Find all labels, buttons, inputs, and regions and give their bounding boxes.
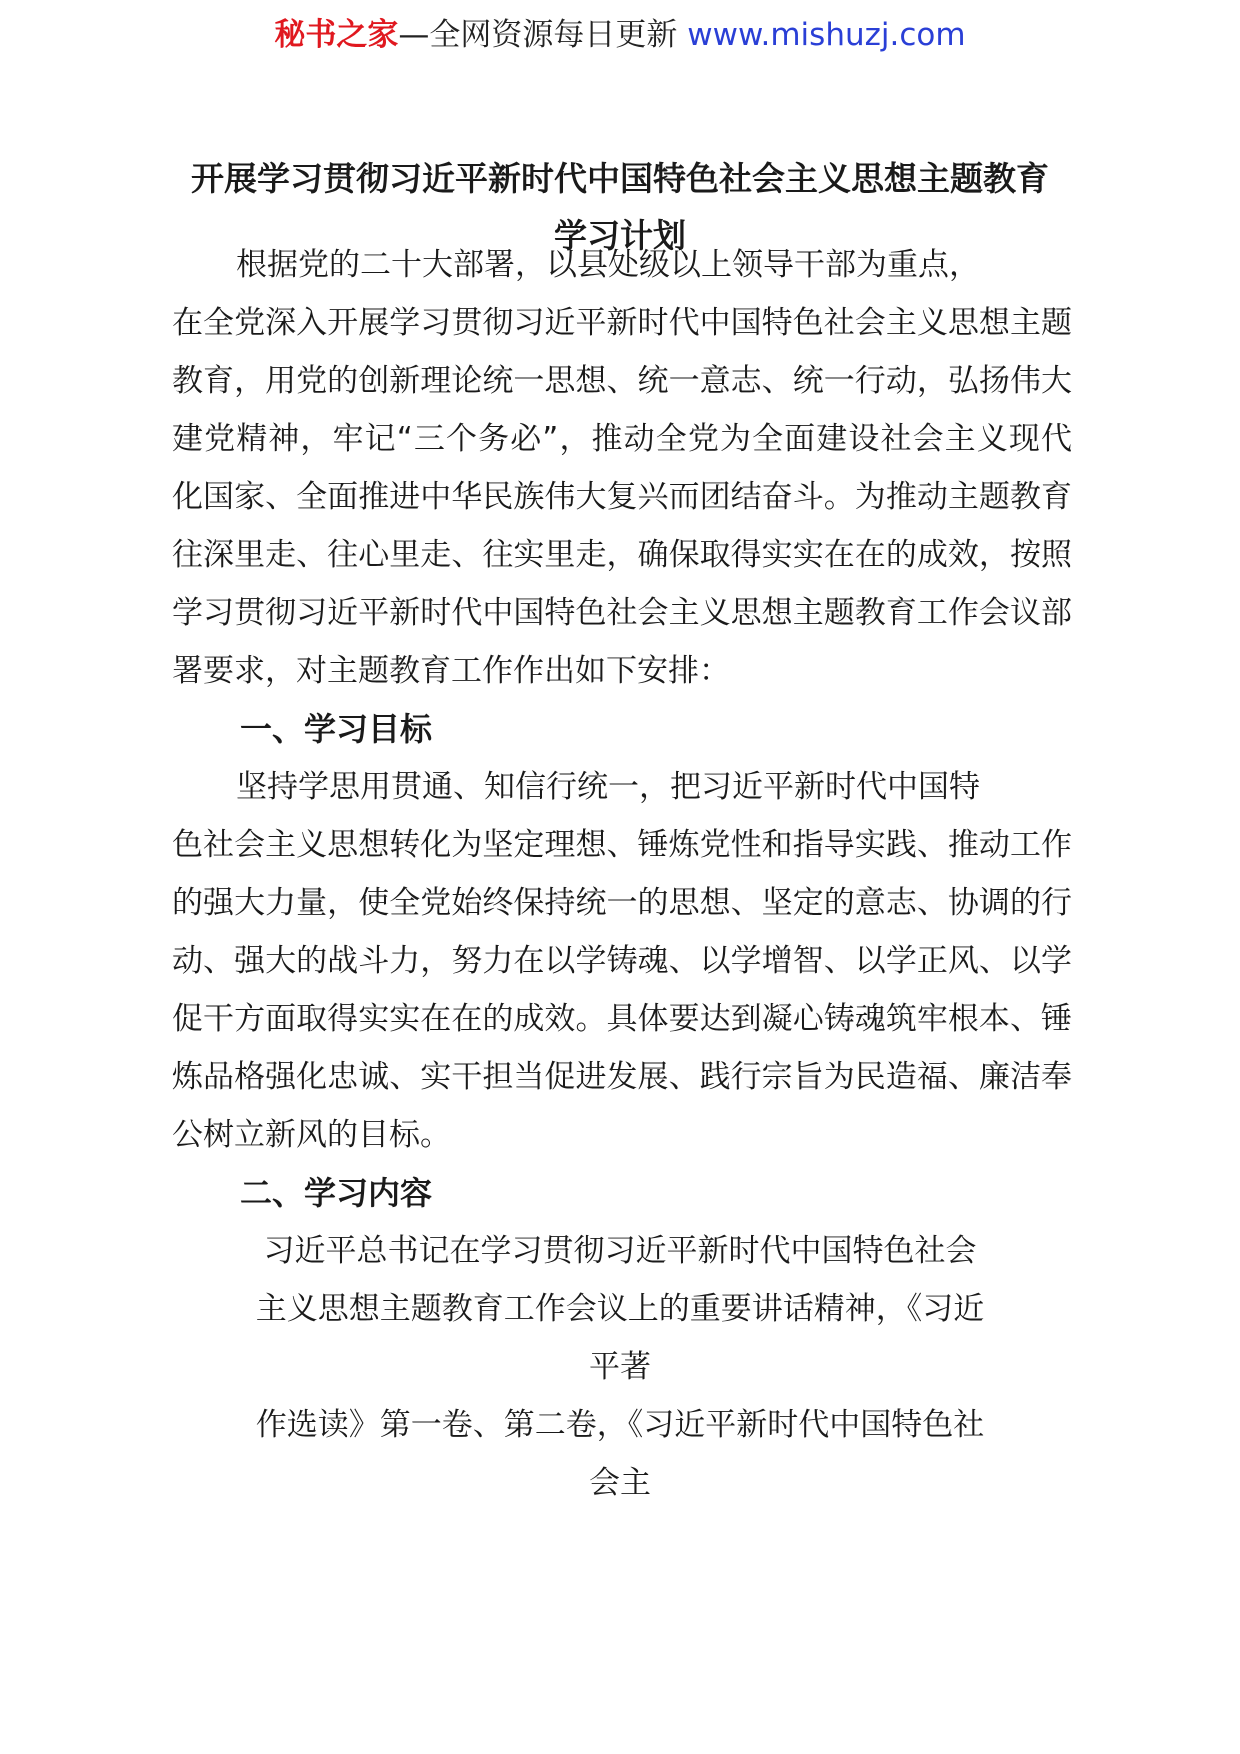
intro-first-line: 根据党的二十大部署，以县处级以上领导干部为重点， — [236, 247, 980, 283]
section-1-paragraph: 色社会主义思想转化为坚定理想、锤炼党性和指导实践、推动工作的强大力量，使全党始终保持统一的思想、坚定的意志、协调的行动、强大的战斗力，努力在以学铸魂、以学增智、以学正风、以学促干方面取得实实在在的成效。具体要达到凝心铸魂筑牢根本、锤炼品格强化忠诚、实干担当促进发展、践行宗旨为民造福、廉洁奉公树立新风的目标。 — [172, 827, 1072, 1153]
section-2-line: 主义思想主题教育工作会议上的重要讲话精神，《习近 — [255, 1291, 985, 1327]
section-2-line: 作选读》第一卷、第二卷，《习近平新时代中国特色社 — [255, 1407, 985, 1443]
site-tagline: —全网资源每日更新 — [398, 17, 678, 53]
section-2-content — [0, 1222, 1240, 1512]
title-line-1: 开展学习贯彻习近平新时代中国特色社会主义思想主题教育 — [191, 159, 1049, 198]
site-header — [0, 10, 1240, 60]
site-brand: 秘书之家 — [274, 17, 399, 53]
section-1-first-line: 坚持学思用贯通、知信行统一，把习近平新时代中国特 — [236, 769, 980, 805]
section-2-line: 平著 — [589, 1349, 651, 1385]
section-2-heading: 二、学习内容 — [240, 1174, 433, 1212]
section-2-line: 会主 — [589, 1465, 651, 1501]
site-url-link[interactable]: www.mishuzj.com — [687, 17, 966, 53]
title-line-2: 学习计划 — [554, 216, 686, 255]
section-1-heading: 一、学习目标 — [240, 710, 433, 748]
intro-paragraph: 在全党深入开展学习贯彻习近平新时代中国特色社会主义思想主题教育，用党的创新理论统一思想、统一意志、统一行动，弘扬伟大建党精神，牢记“三个务必”，推动全党为全面建设社会主义现代化国家、全面推进中华民族伟大复兴而团结奋斗。为推动主题教育往深里走、往心里走、往实里走，确保取得实实在在的成效，按照学习贯彻习近平新时代中国特色社会主义思想主题教育工作会议部署要求，对主题教育工作作出如下安排： — [172, 305, 1072, 689]
section-2-line: 习近平总书记在学习贯彻习近平新时代中国特色社会 — [263, 1233, 977, 1269]
